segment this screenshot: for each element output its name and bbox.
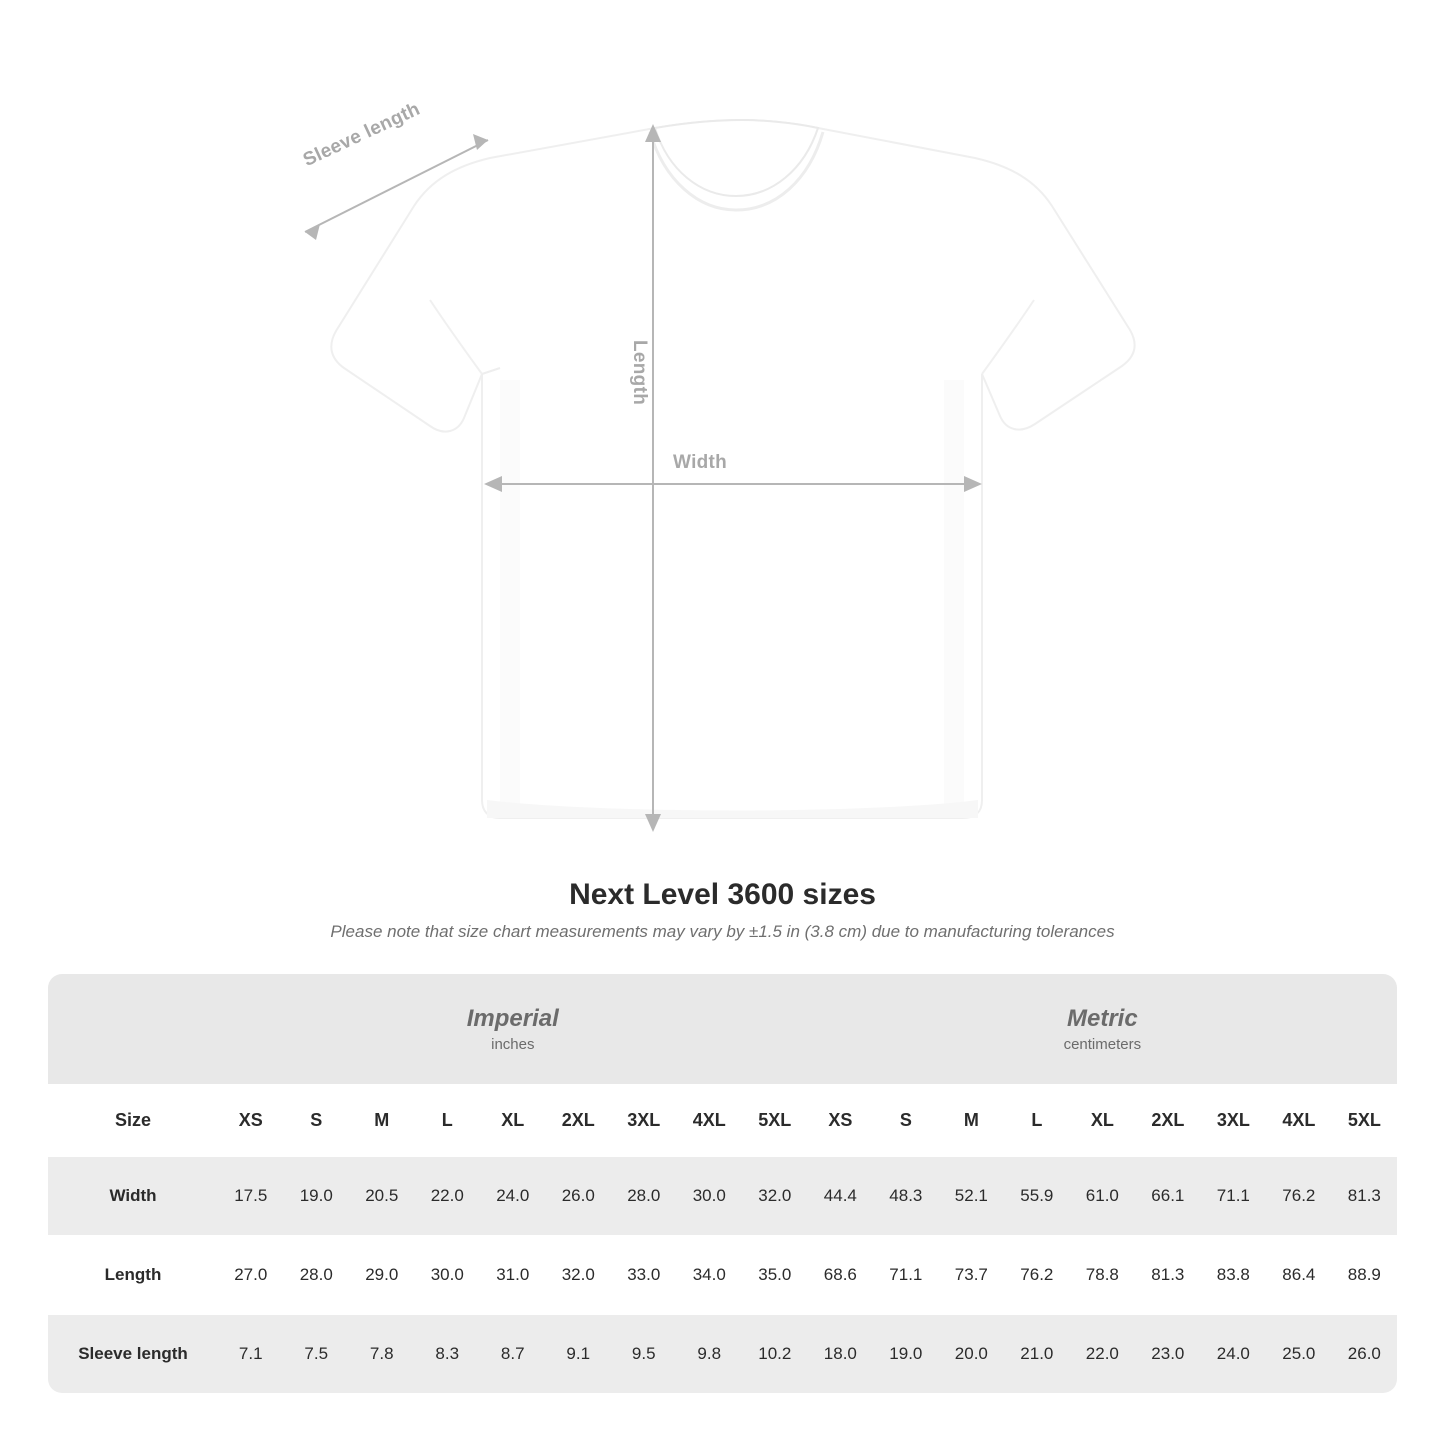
size-table	[48, 974, 1397, 1393]
size-header-row	[48, 1084, 1397, 1157]
cell-width-imperial-3xl: 28.0	[611, 1157, 677, 1236]
table-row	[48, 1236, 1397, 1315]
cell-length-imperial-2xl: 32.0	[546, 1236, 612, 1315]
system-name-metric: Metric	[1067, 1004, 1138, 1032]
size-col-metric-4xl: 4XL	[1266, 1084, 1332, 1157]
size-header-cell: Size	[48, 1084, 218, 1157]
system-unit-metric: centimeters	[1063, 1036, 1142, 1054]
cell-length-metric-2xl: 81.3	[1135, 1236, 1201, 1315]
cell-sleeve-imperial-xs: 7.1	[218, 1315, 284, 1394]
table-row	[48, 1157, 1397, 1236]
cell-sleeve-imperial-xl: 8.7	[480, 1315, 546, 1394]
size-col-imperial-xs: XS	[218, 1084, 284, 1157]
cell-length-imperial-3xl: 33.0	[611, 1236, 677, 1315]
cell-length-metric-xl: 78.8	[1070, 1236, 1136, 1315]
cell-sleeve-imperial-l: 8.3	[415, 1315, 481, 1394]
cell-sleeve-metric-m: 20.0	[939, 1315, 1005, 1394]
size-col-metric-5xl: 5XL	[1332, 1084, 1397, 1157]
cell-width-metric-s: 48.3	[873, 1157, 939, 1236]
cell-width-imperial-xl: 24.0	[480, 1157, 546, 1236]
size-col-imperial-m: M	[349, 1084, 415, 1157]
system-unit-imperial: inches	[491, 1036, 535, 1054]
size-col-metric-s: S	[873, 1084, 939, 1157]
cell-sleeve-imperial-m: 7.8	[349, 1315, 415, 1394]
row-label-length: Length	[48, 1236, 218, 1315]
cell-width-metric-xs: 44.4	[808, 1157, 874, 1236]
cell-sleeve-imperial-4xl: 9.8	[677, 1315, 743, 1394]
system-name-imperial: Imperial	[466, 1004, 559, 1032]
cell-width-imperial-5xl: 32.0	[742, 1157, 808, 1236]
size-col-metric-xs: XS	[808, 1084, 874, 1157]
size-col-imperial-4xl: 4XL	[677, 1084, 743, 1157]
page-title: Next Level 3600 sizes	[569, 878, 876, 911]
cell-sleeve-imperial-2xl: 9.1	[546, 1315, 612, 1394]
size-col-imperial-xl: XL	[480, 1084, 546, 1157]
size-col-metric-m: M	[939, 1084, 1005, 1157]
system-header-metric	[808, 974, 1397, 1084]
cell-length-metric-xs: 68.6	[808, 1236, 874, 1315]
cell-width-metric-m: 52.1	[939, 1157, 1005, 1236]
cell-length-imperial-4xl: 34.0	[677, 1236, 743, 1315]
cell-sleeve-metric-4xl: 25.0	[1266, 1315, 1332, 1394]
cell-width-imperial-s: 19.0	[284, 1157, 350, 1236]
size-col-imperial-l: L	[415, 1084, 481, 1157]
cell-length-imperial-xs: 27.0	[218, 1236, 284, 1315]
cell-sleeve-imperial-3xl: 9.5	[611, 1315, 677, 1394]
cell-length-metric-3xl: 83.8	[1201, 1236, 1267, 1315]
cell-sleeve-imperial-5xl: 10.2	[742, 1315, 808, 1394]
cell-width-metric-3xl: 71.1	[1201, 1157, 1267, 1236]
size-col-imperial-2xl: 2XL	[546, 1084, 612, 1157]
size-col-metric-l: L	[1004, 1084, 1070, 1157]
cell-width-imperial-2xl: 26.0	[546, 1157, 612, 1236]
sleeve-length-label: Sleeve length	[300, 98, 424, 172]
size-table-wrapper	[48, 974, 1397, 1393]
cell-width-imperial-m: 20.5	[349, 1157, 415, 1236]
cell-length-metric-4xl: 86.4	[1266, 1236, 1332, 1315]
cell-length-metric-m: 73.7	[939, 1236, 1005, 1315]
cell-width-imperial-xs: 17.5	[218, 1157, 284, 1236]
size-col-metric-2xl: 2XL	[1135, 1084, 1201, 1157]
cell-width-metric-l: 55.9	[1004, 1157, 1070, 1236]
cell-length-imperial-xl: 31.0	[480, 1236, 546, 1315]
row-label-sleeve-length: Sleeve length	[48, 1315, 218, 1394]
size-col-imperial-s: S	[284, 1084, 350, 1157]
cell-width-metric-xl: 61.0	[1070, 1157, 1136, 1236]
size-col-metric-xl: XL	[1070, 1084, 1136, 1157]
cell-width-imperial-4xl: 30.0	[677, 1157, 743, 1236]
system-header-imperial	[218, 974, 808, 1084]
tolerance-note: Please note that size chart measurements may vary by ±1.5 in (3.8 cm) due to manufacturing tolerances	[330, 922, 1115, 941]
cell-width-imperial-l: 22.0	[415, 1157, 481, 1236]
tshirt-shape	[331, 120, 1134, 818]
title-block	[0, 878, 1445, 942]
cell-length-imperial-s: 28.0	[284, 1236, 350, 1315]
cell-sleeve-metric-5xl: 26.0	[1332, 1315, 1397, 1394]
cell-width-metric-5xl: 81.3	[1332, 1157, 1397, 1236]
size-col-metric-3xl: 3XL	[1201, 1084, 1267, 1157]
cell-sleeve-metric-xl: 22.0	[1070, 1315, 1136, 1394]
width-label: Width	[673, 452, 728, 473]
cell-sleeve-metric-xs: 18.0	[808, 1315, 874, 1394]
size-col-imperial-3xl: 3XL	[611, 1084, 677, 1157]
system-header-row	[48, 974, 1397, 1084]
table-row	[48, 1315, 1397, 1394]
cell-length-metric-s: 71.1	[873, 1236, 939, 1315]
cell-length-metric-l: 76.2	[1004, 1236, 1070, 1315]
table-corner-cell	[48, 974, 218, 1084]
cell-length-imperial-m: 29.0	[349, 1236, 415, 1315]
cell-sleeve-imperial-s: 7.5	[284, 1315, 350, 1394]
size-col-imperial-5xl: 5XL	[742, 1084, 808, 1157]
cell-length-imperial-5xl: 35.0	[742, 1236, 808, 1315]
cell-sleeve-metric-s: 19.0	[873, 1315, 939, 1394]
cell-width-metric-4xl: 76.2	[1266, 1157, 1332, 1236]
cell-length-imperial-l: 30.0	[415, 1236, 481, 1315]
cell-sleeve-metric-l: 21.0	[1004, 1315, 1070, 1394]
cell-sleeve-metric-2xl: 23.0	[1135, 1315, 1201, 1394]
cell-width-metric-2xl: 66.1	[1135, 1157, 1201, 1236]
cell-length-metric-5xl: 88.9	[1332, 1236, 1397, 1315]
cell-sleeve-metric-3xl: 24.0	[1201, 1315, 1267, 1394]
length-label: Length	[629, 340, 650, 406]
row-label-width: Width	[48, 1157, 218, 1236]
